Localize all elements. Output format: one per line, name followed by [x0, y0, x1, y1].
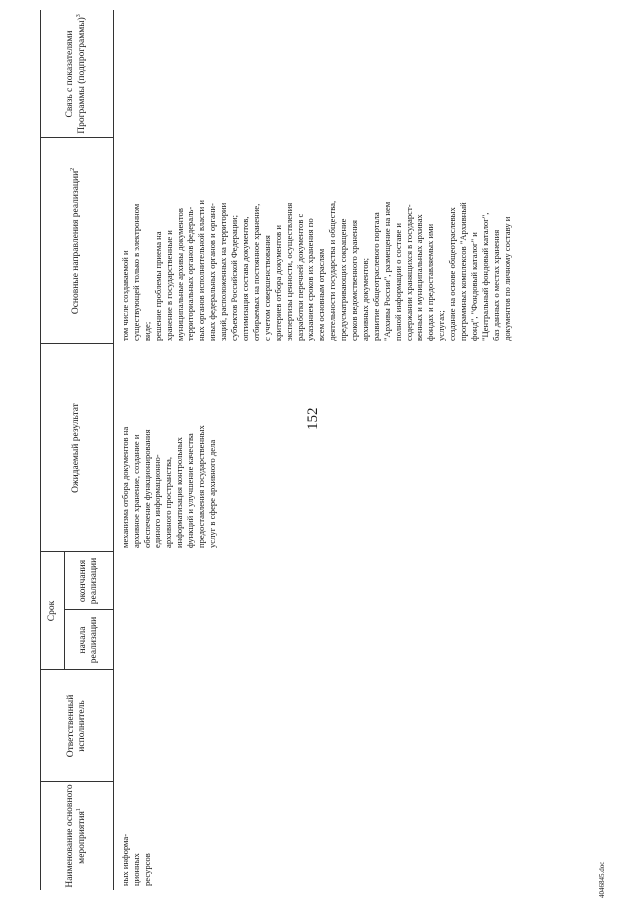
cell-line: создание на основе общеотраслевых	[447, 207, 458, 341]
cell-line: "Архивы России", размещение на нем	[381, 201, 392, 341]
cell-line: ционных	[130, 853, 141, 886]
cell-line: субъектов Российской Федерации;	[229, 215, 240, 341]
cell-line: существующей только в электронном	[130, 203, 141, 341]
cell-line: архивного пространства,	[163, 457, 174, 548]
header-result: Ожидаемый результат	[71, 403, 82, 493]
cell-line: развитие общеотраслевого портала	[370, 212, 381, 341]
cell-line: оптимизация состава документов,	[239, 216, 250, 341]
cell-line: архивных документов;	[359, 257, 370, 341]
page-number: 152	[305, 407, 321, 430]
cell-line: фонд", "Фондовый каталог" и	[469, 232, 479, 341]
rotated-table	[40, 10, 600, 890]
cell-name	[120, 786, 152, 886]
cell-line: виде;	[141, 321, 152, 341]
cell-line: иных федеральных органов и органи-	[207, 203, 218, 341]
cell-line: полной информации о составе и	[392, 223, 403, 341]
cell-line: информатизация контрольных	[174, 437, 185, 548]
cell-line: обеспечение функционирования	[141, 429, 152, 548]
cell-line: функций и улучшение качества	[184, 433, 195, 548]
cell-line: том числе создаваемой и	[120, 250, 130, 341]
cell-line: единого информационно-	[152, 454, 163, 548]
cell-line: предусматривающих сокращение	[338, 218, 349, 341]
cell-line: венных и муниципальных архивах	[414, 214, 425, 341]
cell-line: муниципальные архивы документов	[174, 208, 185, 341]
cell-line: с учетом совершенствования	[261, 235, 272, 341]
header-term: Срок	[46, 600, 57, 622]
cell-line: архивное хранение, создание и	[130, 434, 141, 548]
cell-line: баз данных о местах хранения	[490, 229, 501, 341]
cell-line: программных комплексов "Архивный	[458, 202, 469, 341]
cell-result	[120, 346, 217, 548]
cell-line: экспертизы ценности, осуществления	[283, 202, 294, 341]
cell-line: территориальных органов федераль-	[185, 206, 196, 341]
cell-line: фондах и предоставляемых ими	[425, 223, 436, 341]
cell-line: сроков ведомственного хранения	[349, 220, 360, 341]
cell-line: критериев отбора документов и	[272, 225, 283, 341]
document-code: 4046845.doc	[598, 861, 606, 898]
cell-line: предоставления государственных	[195, 425, 206, 548]
cell-line: заций, расположенных на территории	[218, 202, 229, 341]
cell-line: отбираемых на постоянное хранение,	[250, 203, 261, 341]
cell-line: ных органов исполнительной власти и	[196, 200, 207, 341]
cell-line: решение проблемы приема на	[152, 231, 163, 341]
cell-line: содержании хранящихся в государст-	[403, 204, 414, 341]
cell-line: услугах;	[436, 310, 447, 341]
header-name: Наименование основного мероприятия$^1$	[65, 784, 88, 888]
cell-line: всем основным отраслям	[316, 248, 327, 341]
cell-line: услуг в сфере архивного дела	[206, 439, 217, 548]
cell-line: указанием сроков их хранения по	[305, 218, 316, 341]
cell-line: деятельности государства и общества,	[327, 200, 338, 341]
header-directions: Основные направления реализации$^2$	[70, 167, 82, 315]
header-link: Связь с показателями Программы (подпрограммы)$^3$	[65, 14, 88, 134]
cell-line: "Центральный фондовый каталог",	[479, 212, 490, 341]
header-term-start: начала реализации	[77, 616, 99, 664]
cell-line: хранение в государственные и	[163, 230, 174, 341]
header-executor: Ответственный исполнитель	[65, 694, 87, 758]
cell-line: механизма отбора документов на	[120, 426, 130, 548]
header-bottom-rule	[113, 10, 114, 890]
cell-line: документов по личному составу и	[501, 216, 512, 341]
header-term-end: окончания реализации	[77, 557, 99, 605]
cell-line: ресурсов	[141, 853, 152, 886]
cell-directions	[120, 139, 513, 341]
cell-line: ных информа-	[120, 833, 130, 886]
cell-line: разработки перечней документов с	[294, 213, 305, 341]
